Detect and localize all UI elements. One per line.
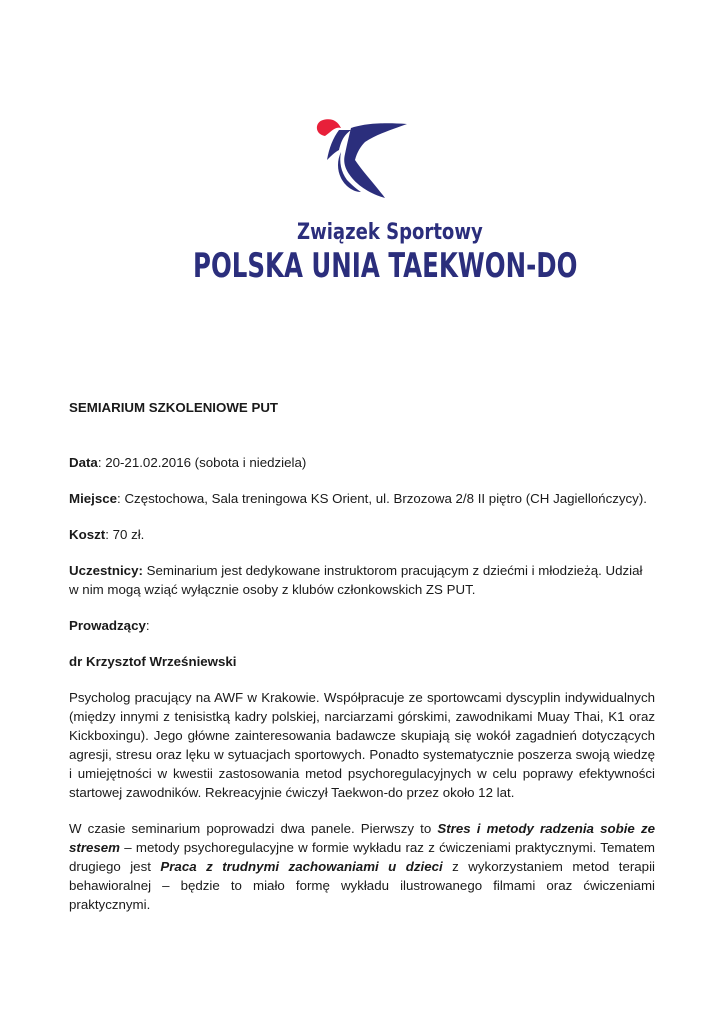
panel-2-title: Praca z trudnymi zachowaniami u dzieci [160, 859, 443, 874]
place-line [69, 489, 655, 508]
cost-line [69, 525, 655, 544]
host-label: Prowadzący [69, 618, 146, 633]
logo-subtitle: Związek Sportowy [297, 220, 483, 245]
host-line [69, 616, 655, 635]
cost-sep: : [105, 527, 113, 542]
date-value: 20-21.02.2016 (sobota i niedziela) [105, 455, 307, 470]
speaker-bio: Psycholog pracujący na AWF w Krakowie. Współpracuje ze sportowcami dyscyplin indywidualnych (między innymi z tenisistką kadry polskiej, narciarzami górskimi, zawodnikami Muay Thai, K1 oraz Kickboxingu). Jego główne zainteresowania badawcze skupiają się wokół zagadnień dotyczących agresji, stresu oraz lęku w sytuacjach sportowych. Ponadto systematycznie poszerza swoją wiedzę i umiejętności w kwestii zastosowania metod psychoregulacyjnych w celu poprawy efektywności startowej zawodników. Rekreacyjnie ćwiczył Taekwon-do przez około 12 lat. [69, 690, 655, 800]
participants-line [69, 561, 655, 599]
panels-description [69, 819, 655, 914]
panel-1-title: Stres i metody radzenia sobie ze stresem [69, 821, 655, 855]
speaker-name: dr Krzysztof Wrześniewski [69, 654, 237, 669]
participants-label: Uczestnicy: [69, 563, 143, 578]
cost-value: 70 zł. [112, 527, 145, 542]
place-sep: : [117, 491, 125, 506]
panels-middle: – metody psychoregulacyjne w formie wykładu raz z ćwiczeniami praktycznymi. Tematem drugiego jest [69, 840, 655, 874]
host-sep: : [145, 618, 150, 633]
date-line [69, 453, 655, 472]
participants-value: Seminarium jest dedykowane instruktorom pracującym z dziećmi i młodzieżą. Udział w nim mogą wziąć wyłącznie osoby z klubów członkowskich ZS PUT. [69, 563, 643, 597]
place-label: Miejsce [69, 491, 118, 506]
document-title: SEMIARIUM SZKOLENIOWE PUT [69, 400, 279, 415]
taekwondo-kicker-emblem [311, 112, 411, 212]
panels-intro: W czasie seminarium poprowadzi dwa panele. Pierwszy to [69, 821, 438, 836]
place-value: Częstochowa, Sala treningowa KS Orient, ul. Brzozowa 2/8 II piętro (CH Jagiellończycy). [124, 491, 647, 506]
date-sep: : [97, 455, 106, 470]
document-body [69, 398, 655, 914]
date-label: Data [69, 455, 98, 470]
organization-logo [193, 112, 578, 286]
panels-outro: z wykorzystaniem metod terapii behawioralnej – będzie to miało formę wykładu ilustrowanego filmami oraz ćwiczeniami praktycznymi. [69, 859, 655, 912]
cost-label: Koszt [69, 527, 106, 542]
logo-name: POLSKA UNIA TAEKWON-DO [193, 246, 578, 286]
